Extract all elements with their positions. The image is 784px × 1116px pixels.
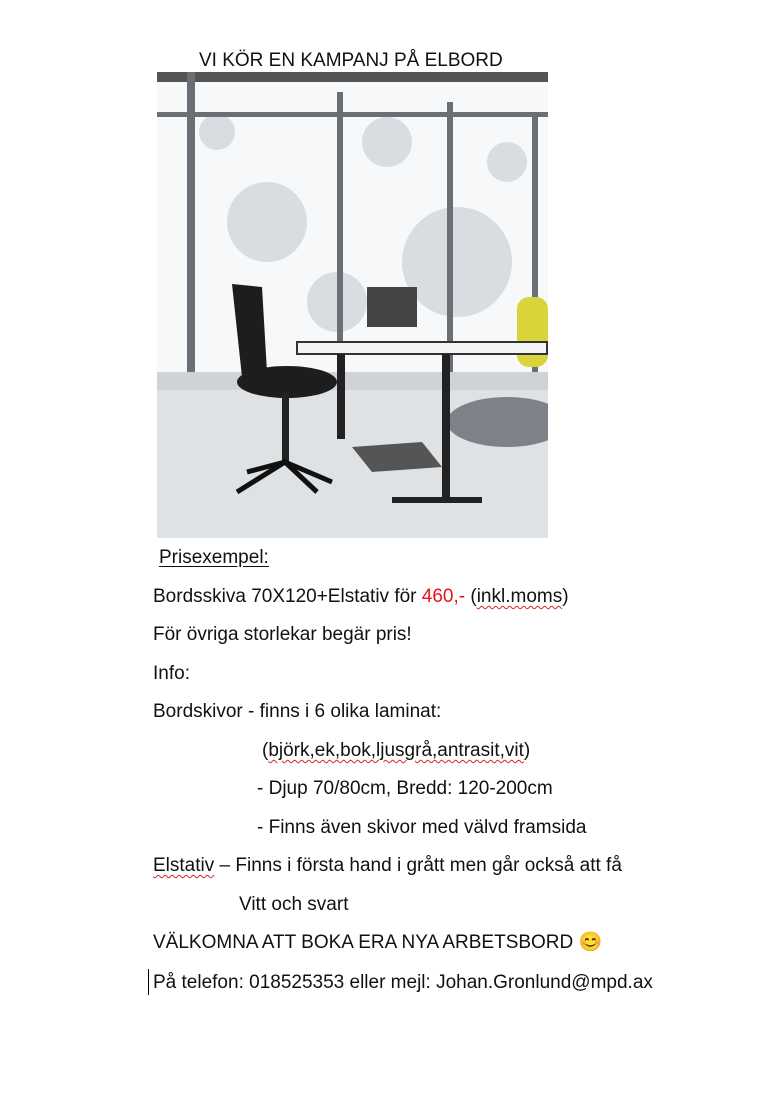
paren-close: ) bbox=[562, 586, 569, 607]
frames-text: – Finns i första hand i grått men går också att få bbox=[214, 855, 622, 876]
laminates-list: björk,ek,bok,ljusgrå,antrasit,vit bbox=[268, 740, 524, 761]
other-sizes-text: För övriga storlekar begär pris! bbox=[153, 624, 412, 645]
laminates-line bbox=[262, 739, 530, 763]
paren-open: ( bbox=[465, 586, 477, 607]
office-desk-photo bbox=[157, 72, 548, 538]
price-example-heading: Prisexempel: bbox=[159, 547, 269, 568]
frames-line bbox=[153, 854, 622, 878]
frame-colors-text: Vitt och svart bbox=[239, 894, 349, 915]
info-label: Info: bbox=[153, 663, 190, 684]
dimensions-text: - Djup 70/80cm, Bredd: 120-200cm bbox=[257, 778, 553, 799]
tabletops-text: Bordskivor - finns i 6 olika laminat: bbox=[153, 701, 442, 722]
vat-note: inkl.moms bbox=[476, 586, 563, 607]
paren-open: ( bbox=[262, 740, 269, 761]
price-value: 460,- bbox=[421, 586, 466, 607]
frames-label: Elstativ bbox=[153, 855, 215, 876]
curved-front-text: - Finns även skivor med välvd framsida bbox=[257, 817, 587, 838]
contact-text[interactable]: På telefon: 018525353 eller mejl: Johan.Gronlund@mpd.ax bbox=[153, 972, 653, 993]
price-line bbox=[153, 585, 569, 609]
document-title: VI KÖR EN KAMPANJ PÅ ELBORD bbox=[199, 50, 503, 71]
welcome-text: VÄLKOMNA ATT BOKA ERA NYA ARBETSBORD bbox=[153, 932, 574, 953]
price-line-prefix: Bordsskiva 70X120+Elstativ för bbox=[153, 586, 422, 607]
text-cursor bbox=[148, 969, 149, 995]
paren-close: ) bbox=[523, 740, 531, 761]
smiley-icon: 😊 bbox=[578, 932, 603, 953]
welcome-line bbox=[153, 931, 602, 955]
